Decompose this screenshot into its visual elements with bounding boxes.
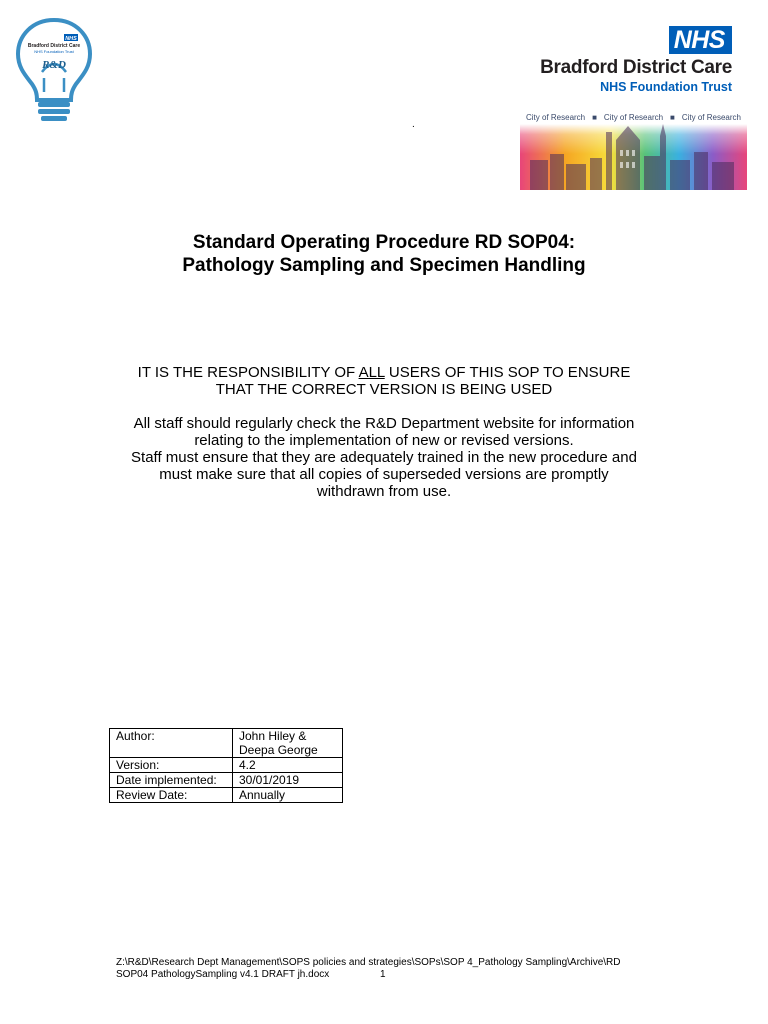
guidance-line: withdrawn from use. [316,483,452,500]
author-value-line: John Hiley & [239,729,307,743]
date-implemented-label: Date implemented: [110,773,233,788]
document-metadata-table [109,728,343,803]
table-row [110,758,343,773]
document-title [0,231,768,277]
title-line-2: Pathology Sampling and Specimen Handling [182,255,586,276]
notice-line-2: THAT THE CORRECT VERSION IS BEING USED [215,381,553,398]
file-path-line-1: Z:\R&D\Research Dept Management\SOPS policies and strategies\SOPs\SOP 4_Pathology Sampling\Archive\RD [116,957,621,968]
rd-lightbulb-logo [14,16,94,126]
banner-separator-icon: ■ [592,113,597,122]
notice-line-1 [0,364,768,381]
guidance-line: relating to the implementation of new or revised versions. [194,432,574,449]
page-footer [116,957,656,981]
banner-separator-icon: ■ [670,113,675,122]
notice-text: USERS OF THIS SOP TO ENSURE [384,364,631,381]
review-date-label: Review Date: [110,788,233,803]
banner-tag: City of Research [681,113,741,122]
guidance-line: Staff must ensure that they are adequately trained in the new procedure and [131,449,637,466]
author-label: Author: [110,729,233,758]
version-label: Version: [110,758,233,773]
banner-tags [520,113,747,122]
author-value-line: Deepa George [239,743,318,757]
guidance-line: All staff should regularly check the R&D Department website for information [133,415,635,432]
version-value: 4.2 [233,758,343,773]
lightbulb-icon [14,16,94,126]
trust-subtitle: NHS Foundation Trust [600,80,732,94]
responsibility-notice [0,364,768,398]
guidance-line: must make sure that all copies of superseded versions are promptly [159,466,609,483]
stray-dot: . [412,119,415,130]
date-implemented-value: 30/01/2019 [233,773,343,788]
guidance-paragraph [0,415,768,500]
rd-logo-org-line2: NHS Foundation Trust [34,49,74,54]
review-date-value: Annually [233,788,343,803]
table-row [110,773,343,788]
table-row [110,729,343,758]
table-row [110,788,343,803]
banner-tag: City of Research [526,113,586,122]
city-skyline-image [520,110,747,190]
notice-emphasis: ALL [358,364,385,381]
rd-monogram: R&D [42,59,66,71]
nhs-badge: NHS [669,26,732,54]
notice-text: IT IS THE RESPONSIBILITY OF [137,364,359,381]
file-path-line-2: SOP04 PathologySampling v4.1 DRAFT jh.docx [116,969,330,980]
rd-logo-org-line1: Bradford District Care [27,43,81,49]
author-value [233,729,343,758]
banner-tag: City of Research [603,113,664,122]
title-line-1: Standard Operating Procedure RD SOP04: [192,232,576,253]
trust-name: Bradford District Care [540,57,732,78]
rd-logo-nhs-badge: NHS [65,36,77,42]
page-number: 1 [380,969,386,980]
nhs-trust-logo [502,26,732,95]
city-of-research-banner [520,110,747,190]
